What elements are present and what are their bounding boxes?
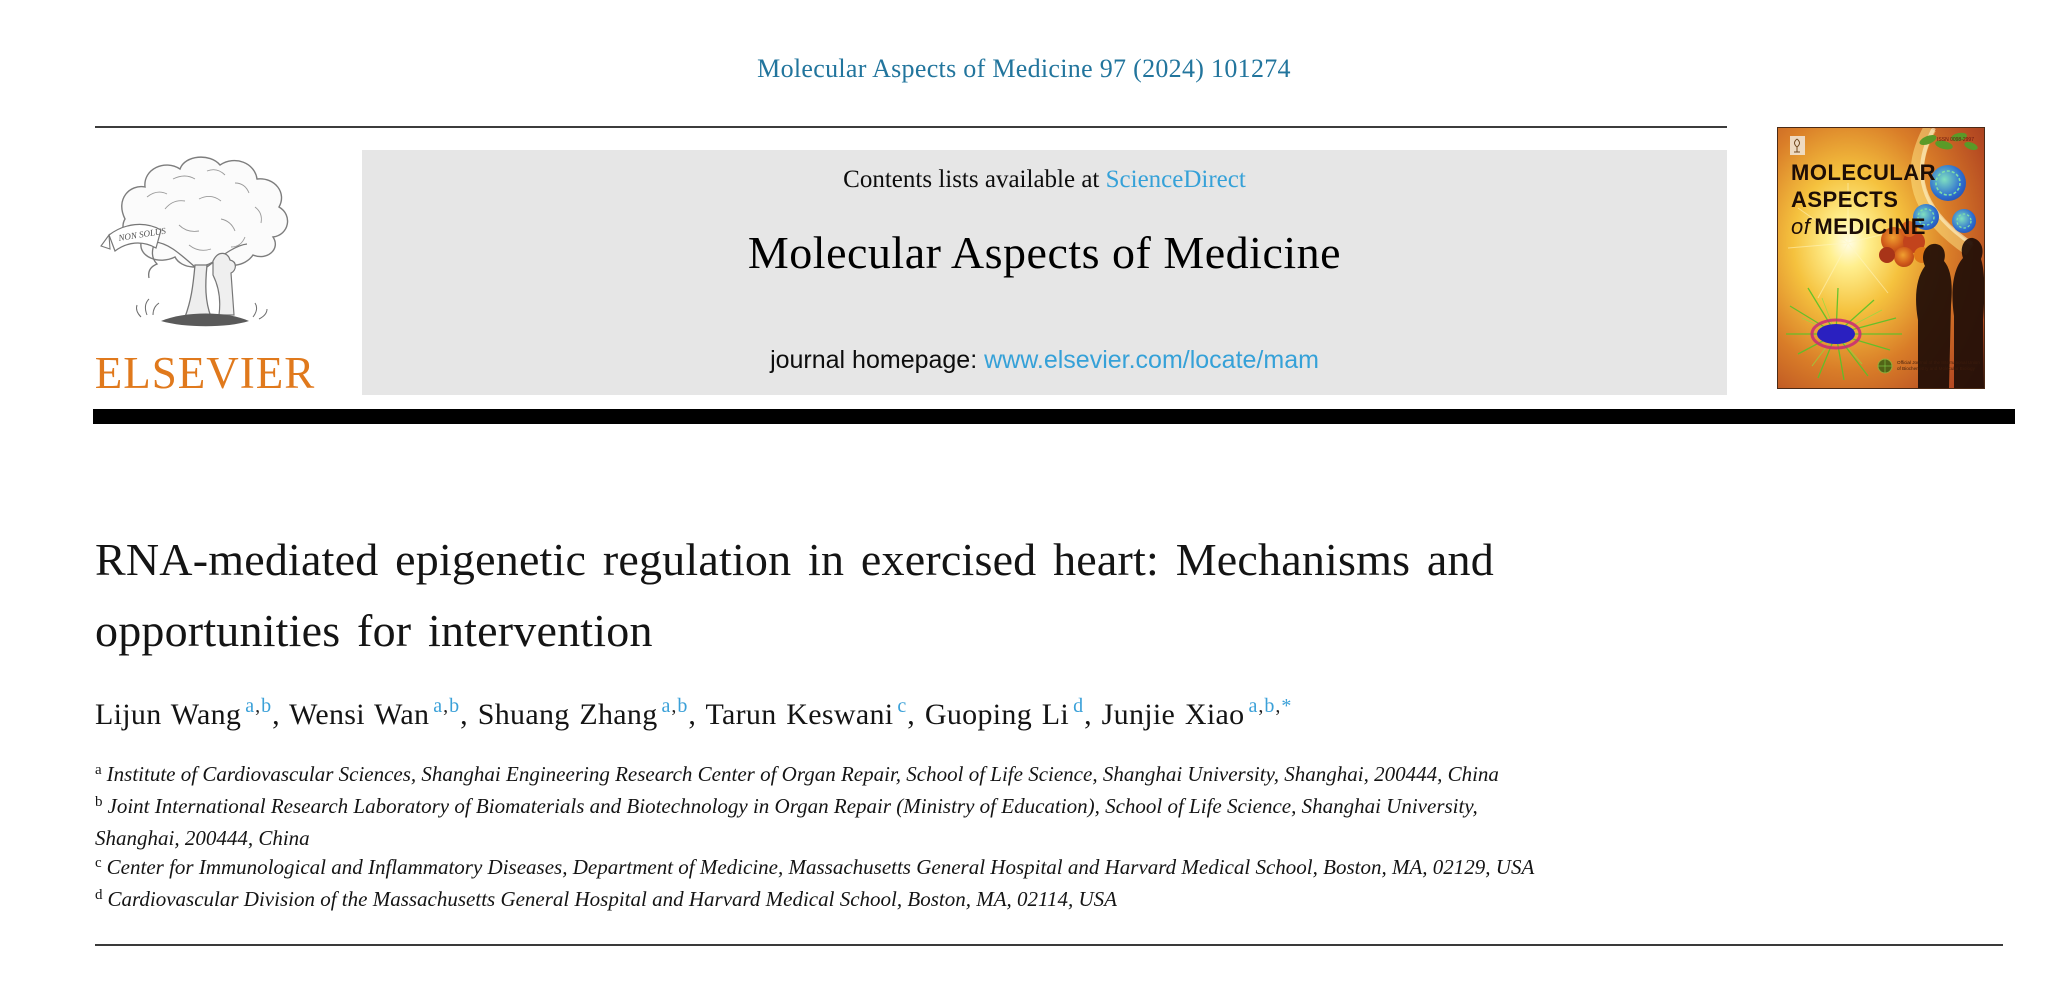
cover-mini-elsevier-logo — [1790, 136, 1805, 155]
superscript-comma: , — [1258, 695, 1265, 717]
author-superscript — [1248, 695, 1292, 717]
superscript-comma: , — [1275, 695, 1282, 717]
elsevier-wordmark: ELSEVIER — [94, 348, 316, 398]
superscript-letter: b — [1264, 695, 1276, 717]
contents-prefix: Contents lists available at — [843, 166, 1106, 193]
homepage-prefix: journal homepage: — [770, 346, 985, 374]
affiliation-text: Shanghai, 200444, China — [95, 826, 310, 850]
author-name: Wensi Wan — [289, 698, 430, 731]
author-name: Shuang Zhang — [477, 698, 658, 731]
article-title — [95, 524, 1835, 666]
journal-citation[interactable]: Molecular Aspects of Medicine 97 (2024) 101274 — [757, 54, 1291, 83]
affiliation-text: Center for Immunological and Inflammatory Diseases, Department of Medicine, Massachusetts General Hospital and Harvard Medical School, Boston, MA, 02129, USA — [106, 855, 1535, 879]
affiliation-row — [95, 853, 1715, 885]
corresponding-author-star: * — [1281, 695, 1293, 717]
superscript-letter: a — [245, 695, 256, 717]
non-solus-motto: NON SOLUS — [117, 225, 167, 243]
author-superscript — [662, 695, 689, 717]
article-title-line1: RNA-mediated epigenetic regulation in exercised heart: Mechanisms and — [95, 534, 1494, 585]
contents-line — [362, 150, 1727, 194]
svg-text:MOLECULAR: MOLECULAR — [1791, 160, 1937, 185]
author-list: Lijun Wang $^{a,b}$, Wensi Wan $^{a,b}$, Shuang Zhang $^{a,b}$, Tarun Keswani $^c$, Guoping Li $^d$, Junjie Xiao $^{a,b,*}$ — [95, 695, 1293, 731]
superscript-comma: , — [255, 695, 262, 717]
homepage-line — [362, 346, 1727, 375]
homepage-link[interactable]: www.elsevier.com/locate/mam — [984, 346, 1319, 374]
superscript-letter: a — [433, 695, 444, 717]
cover-footer-text — [1897, 360, 1980, 371]
author-superscript — [245, 695, 272, 717]
affiliation-row — [95, 792, 1715, 824]
svg-text:Official Journal of the Intern: Official Journal of the International Union — [1897, 360, 1980, 365]
footer-rule — [95, 944, 2003, 946]
svg-text:of Biochemistry and Molecular: of Biochemistry and Molecular Biology — [1897, 366, 1975, 371]
author-name: Lijun Wang — [95, 698, 242, 731]
superscript-comma: , — [443, 695, 450, 717]
superscript-letter: b — [261, 695, 273, 717]
cover-issn: ISSN 0098-2997 — [1937, 137, 1974, 143]
cover-globe-icon — [1878, 359, 1892, 373]
author-name: Tarun Keswani — [705, 698, 894, 731]
author-superscript — [897, 695, 907, 717]
svg-text:ASPECTS: ASPECTS — [1791, 187, 1899, 212]
superscript-letter: b — [677, 695, 689, 717]
affiliation-row — [95, 885, 1715, 917]
journal-banner — [362, 150, 1727, 395]
svg-text:ofMEDICINE: of MEDICINE — [1791, 214, 1926, 239]
superscript-comma: , — [671, 695, 678, 717]
affiliation-superscript: a — [95, 762, 102, 778]
author-name: Guoping Li — [924, 698, 1070, 731]
affiliation-text: Joint International Research Laboratory of Biomaterials and Biotechnology in Organ Repair (Ministry of Education), School of Life Science, Shanghai University, — [107, 794, 1478, 818]
affiliation-superscript: b — [95, 794, 103, 810]
superscript-letter: a — [1248, 695, 1259, 717]
affiliation-row-continued — [95, 824, 1715, 853]
affiliation-text: Cardiovascular Division of the Massachusetts General Hospital and Harvard Medical School, Boston, MA, 02114, USA — [107, 887, 1117, 911]
elsevier-tree-icon — [95, 149, 315, 345]
header-top-rule — [95, 126, 1727, 128]
superscript-letter: b — [449, 695, 461, 717]
author-superscript — [1073, 695, 1084, 717]
affiliation-row — [95, 760, 1715, 792]
superscript-letter: a — [661, 695, 672, 717]
journal-title: Molecular Aspects of Medicine — [747, 227, 1342, 278]
journal-cover-image — [1777, 127, 1985, 389]
header-divider-bar — [93, 409, 2015, 424]
affiliation-text: Institute of Cardiovascular Sciences, Shanghai Engineering Research Center of Organ Repair, School of Life Science, Shanghai University, Shanghai, 200444, China — [106, 762, 1499, 786]
article-title-line2: opportunities for intervention — [95, 605, 653, 656]
affiliation-list — [95, 760, 1715, 917]
affiliation-superscript: d — [95, 887, 103, 903]
superscript-letter: d — [1073, 695, 1085, 717]
author-superscript — [433, 695, 460, 717]
superscript-letter: c — [897, 695, 908, 717]
elsevier-logo — [92, 149, 318, 397]
sciencedirect-link[interactable]: ScienceDirect — [1105, 166, 1246, 193]
author-name: Junjie Xiao — [1101, 698, 1245, 731]
affiliation-superscript: c — [95, 855, 102, 871]
